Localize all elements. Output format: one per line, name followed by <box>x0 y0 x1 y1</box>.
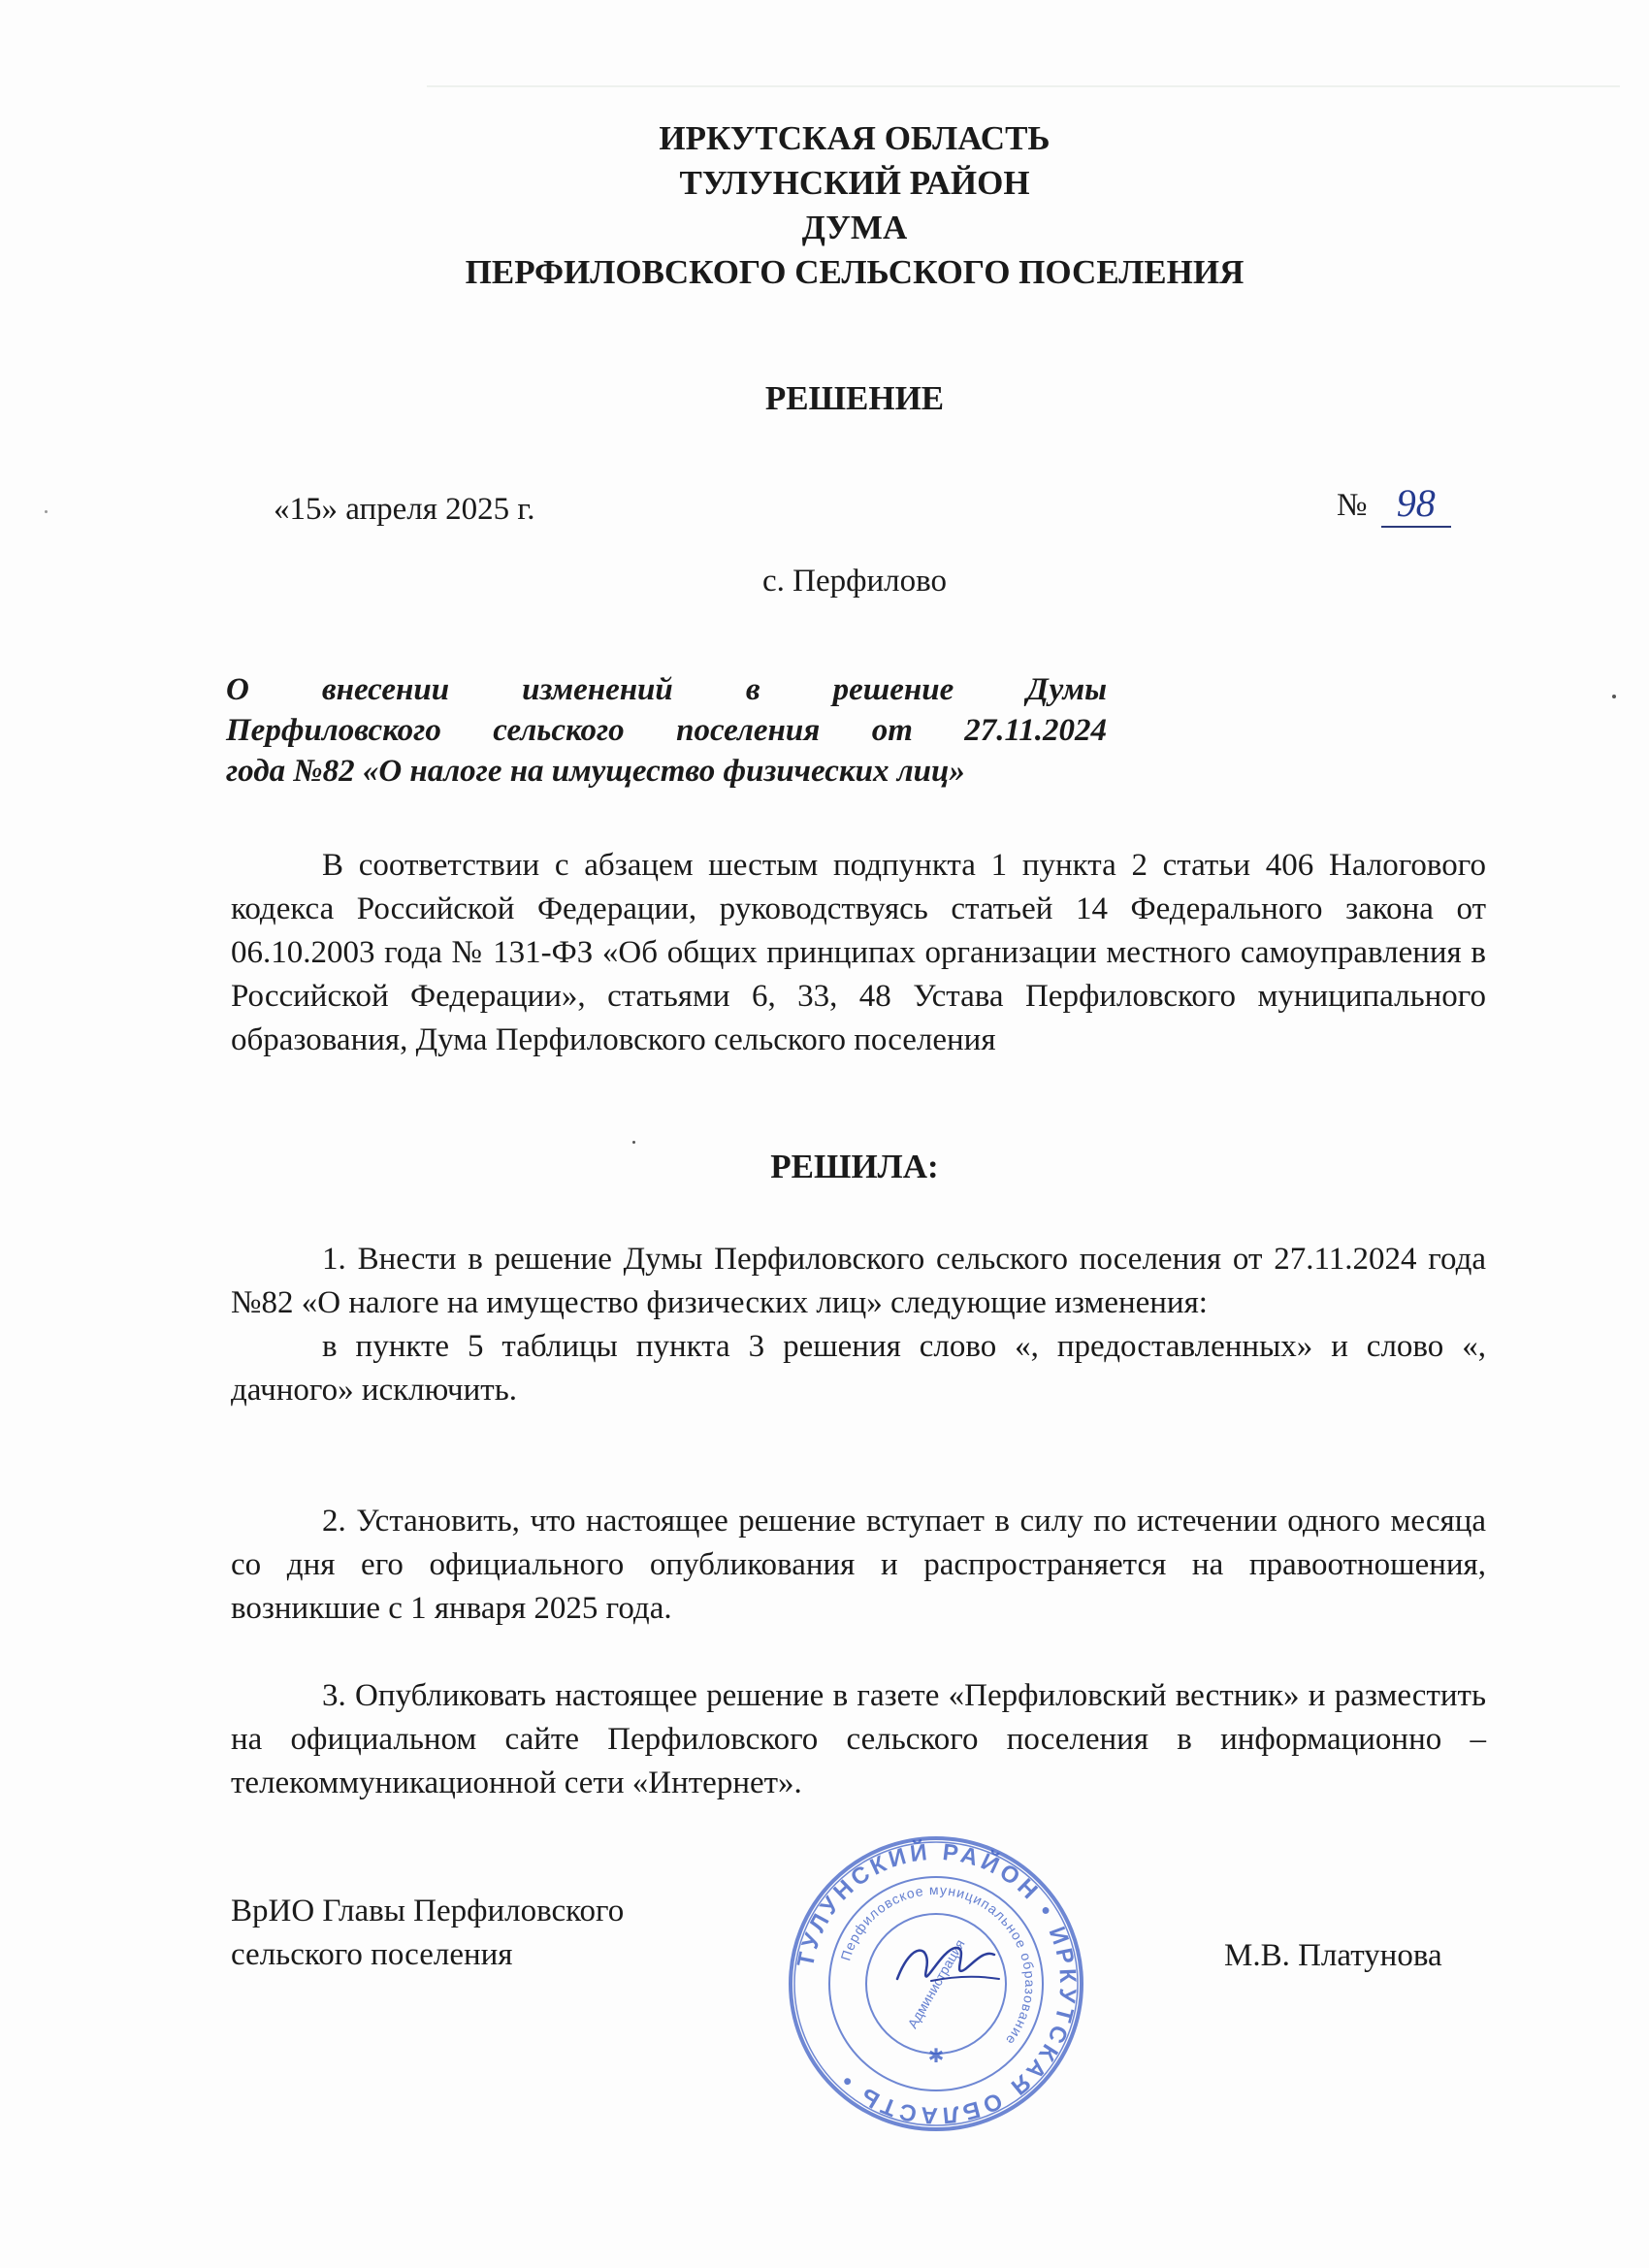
signatory-position <box>231 1890 624 1977</box>
header-district: ТУЛУНСКИЙ РАЙОН <box>679 164 1030 202</box>
subject-line: года №82 «О налоге на имущество физических лиц» <box>226 754 965 789</box>
decided-label: РЕШИЛА: <box>770 1148 939 1185</box>
scan-speck <box>632 1141 635 1144</box>
item-paragraph: 2. Установить, что настоящее решение вступает в силу по истечении одного месяца со дня его официального опубликования и распространяется на правоотношения, возникшие с 1 января 2025 года. <box>231 1504 1486 1626</box>
item-2-block <box>231 1500 1486 1631</box>
item-paragraph: 1. Внести в решение Думы Перфиловского сельского поселения от 27.11.2024 года №82 «О налоге на имущество физических лиц» следующие изменения: <box>231 1242 1486 1320</box>
item-1-block <box>231 1238 1486 1412</box>
header-body: ДУМА <box>801 209 908 246</box>
preamble-paragraph: В соответствии с абзацем шестым подпункта 1 пункта 2 статьи 406 Налогового кодекса Российской Федерации, руководствуясь статьей 14 Федерального закона от 06.10.2003 года № 131-ФЗ «Об общих принципах организации местного самоуправления в Российской Федерации», статьями 6, 33, 48 Устава Перфиловского муниципального образования, Дума Перфиловского сельского поселения <box>231 848 1486 1057</box>
scan-speck <box>45 510 48 513</box>
item-paragraph: 3. Опубликовать настоящее решение в газете «Перфиловский вестник» и разместить на официальном сайте Перфиловского сельского поселения в информационно – телекоммуникационной сети «Интернет». <box>231 1678 1486 1800</box>
signatory-name: М.В. Платунова <box>1224 1938 1442 1973</box>
document-date: «15» апреля 2025 г. <box>274 492 535 527</box>
document-place: с. Перфилово <box>762 564 947 599</box>
document-header <box>0 116 1649 295</box>
scan-edge-line <box>427 85 1620 87</box>
header-region: ИРКУТСКАЯ ОБЛАСТЬ <box>659 119 1051 157</box>
item-paragraph: в пункте 5 таблицы пункта 3 решения слово «, предоставленных» и слово «, дачного» исключить. <box>231 1329 1486 1408</box>
item-3-block <box>231 1674 1486 1805</box>
number-value-handwritten: 98 <box>1381 481 1451 528</box>
seal-outer-text: ТУЛУНСКИЙ РАЙОН • ИРКУТСКАЯ ОБЛАСТЬ • <box>792 1838 1082 2129</box>
subject-line: О внесении изменений в решение Думы <box>226 672 1107 707</box>
seal-inner-text: Перфиловское муниципальное образование <box>837 1881 1039 2049</box>
seal-center-text: Администрация <box>904 1936 968 2031</box>
official-seal <box>786 1833 1086 2134</box>
header-settlement: ПЕРФИЛОВСКОГО СЕЛЬСКОГО ПОСЕЛЕНИЯ <box>465 253 1245 291</box>
document-type: РЕШЕНИЕ <box>764 379 945 417</box>
position-line: сельского поселения <box>231 1937 513 1972</box>
subject-line: Перфиловского сельского поселения от 27.11.2024 <box>226 713 1107 748</box>
document-subject <box>226 669 1107 792</box>
preamble-block <box>231 844 1486 1062</box>
scan-speck <box>1612 695 1616 698</box>
document-number <box>1337 481 1451 528</box>
position-line: ВрИО Главы Перфиловского <box>231 1894 625 1928</box>
seal-star-icon: ✱ <box>927 2046 945 2067</box>
number-label: № <box>1337 488 1368 523</box>
